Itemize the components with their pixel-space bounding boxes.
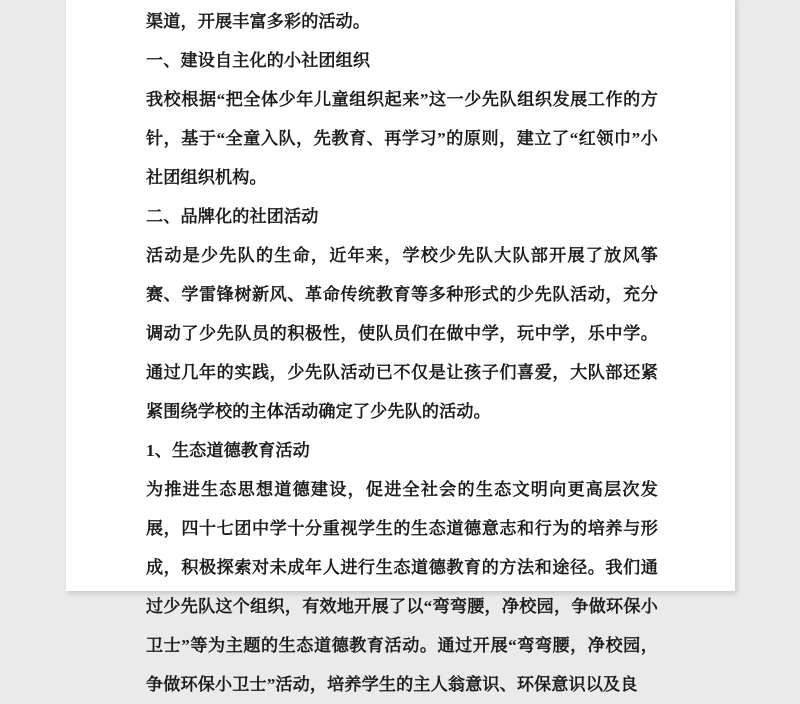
section-heading-three: 1、生态道德教育活动 bbox=[146, 441, 310, 460]
document-page bbox=[66, 0, 735, 694]
paragraph-one: 我校根据“把全体少年儿童组织起来”这一少先队组织发展工作的方针，基于“全童入队，先教育、再学习”的原则，建立了“红领巾”小社团组织机构。 bbox=[146, 90, 658, 187]
paragraph-three: 为推进生态思想道德建设，促进全社会的生态文明向更高层次发展，四十七团中学十分重视学生的生态道德意志和行为的培养与形成，积极探索对未成年人进行生态道德教育的方法和途径。我们通过少先队这个组织，有效地开展了以“弯弯腰，净校园，争做环保小卫士”等为主题的生态道德教育活动。通过开展“弯弯腰，净校园，争做环保小卫士”活动，培养学生的主人翁意识、环保意识以及良 bbox=[146, 480, 658, 694]
paragraph-continuation: 渠道，开展丰富多彩的活动。 bbox=[146, 12, 371, 31]
document-text-body bbox=[146, 2, 658, 704]
paragraph-two: 活动是少先队的生命，近年来，学校少先队大队部开展了放风筝赛、学雷锋树新风、革命传统教育等多种形式的少先队活动，充分调动了少先队员的积极性，使队员们在做中学，玩中学，乐中学。通过几年的实践，少先队活动已不仅是让孩子们喜爱，大队部还紧紧围绕学校的主体活动确定了少先队的活动。 bbox=[146, 246, 658, 421]
section-heading-one: 一、建设自主化的小社团组织 bbox=[146, 51, 371, 70]
section-heading-two: 二、品牌化的社团活动 bbox=[146, 207, 319, 226]
